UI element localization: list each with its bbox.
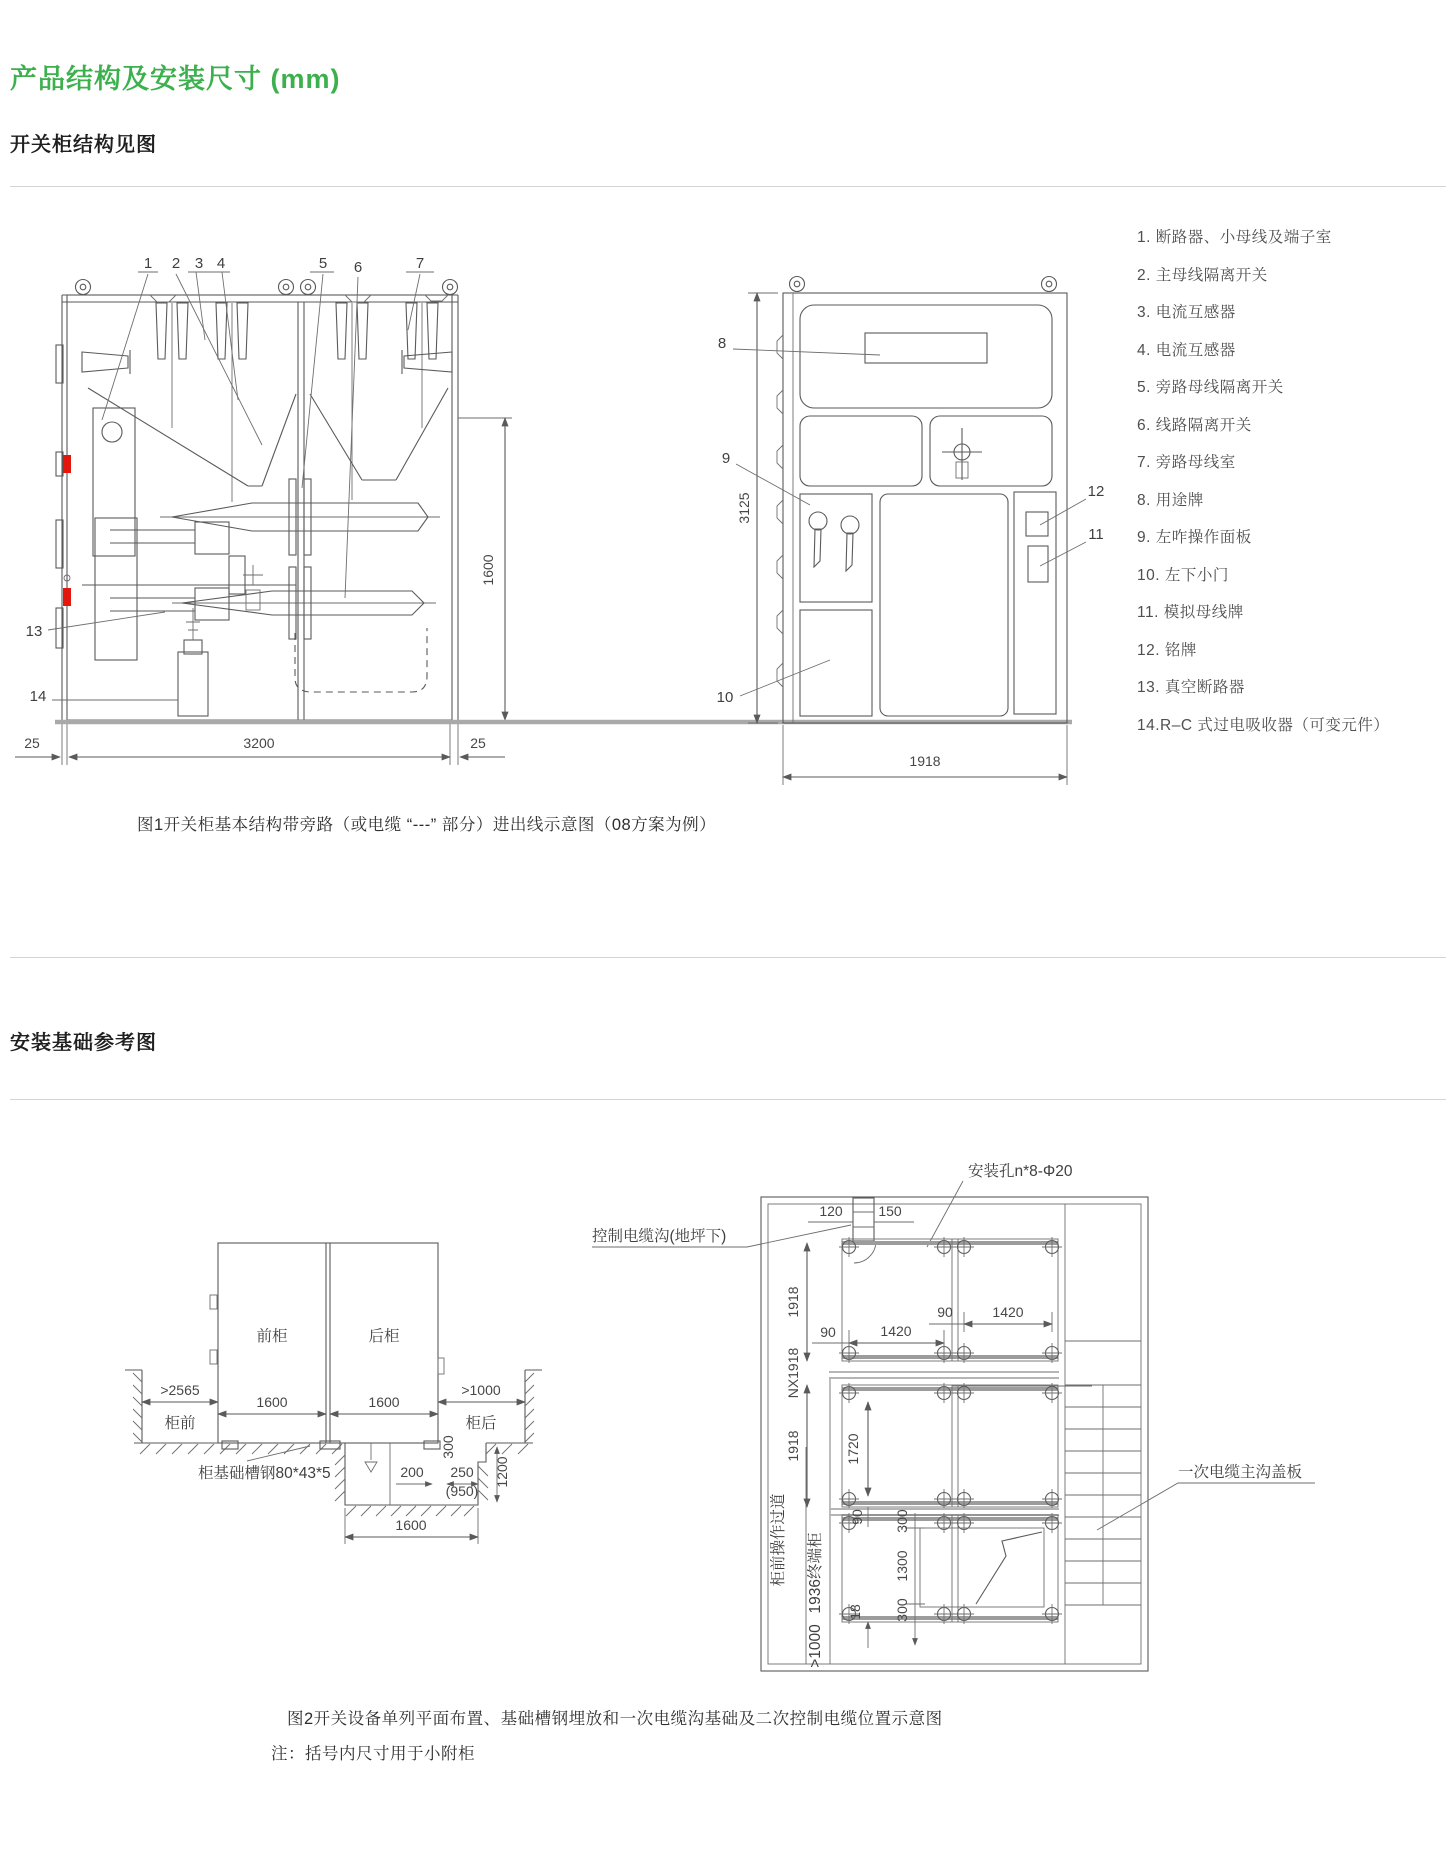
legend-item: 10. 左下小门 (1137, 566, 1229, 584)
clearance-label: >1000 (807, 1624, 824, 1668)
callout-1: 1 (143, 255, 153, 272)
callout-13: 13 (25, 623, 43, 640)
dim-90-left: 90 (820, 1324, 836, 1340)
legend-item: 13. 真空断路器 (1137, 679, 1245, 696)
mount-hole-note: 安装孔n*8-Φ20 (968, 1163, 1073, 1180)
fig1-side-section (15, 255, 512, 765)
divider (10, 1099, 1446, 1100)
callout-7: 7 (415, 255, 425, 272)
legend-item: 1. 断路器、小母线及端子室 (1137, 229, 1332, 246)
control-trench-note: 控制电缆沟(地坪下) (592, 1228, 727, 1245)
legend-item: 8. 用途牌 (1137, 491, 1204, 509)
dim-1420-right: 1420 (992, 1304, 1024, 1320)
dim-200: 200 (400, 1464, 424, 1480)
legend-item: 3. 电流互感器 (1137, 304, 1236, 321)
dim-150: 150 (878, 1203, 902, 1219)
purpose-plate (865, 333, 987, 363)
dim-1200: 1200 (494, 1456, 510, 1488)
divider (10, 957, 1446, 958)
callout-14: 14 (29, 688, 47, 705)
fig1-front-view (717, 277, 1105, 786)
callout-2: 2 (171, 255, 181, 272)
dim-90-mid: 90 (937, 1304, 953, 1320)
legend-item: 7. 旁路母线室 (1137, 454, 1236, 471)
dim-300-a: 300 (894, 1509, 910, 1533)
legend-item: 11. 模拟母线牌 (1137, 604, 1244, 621)
fig2-foundation-plan (592, 1162, 1315, 1671)
legend-item: 14.R–C 式过电吸收器（可变元件） (1137, 716, 1390, 734)
primary-cable-cover-note: 一次电缆主沟盖板 (1178, 1464, 1303, 1481)
door-handle (942, 428, 982, 480)
callout-5: 5 (318, 255, 328, 272)
dim-depth-3200: 3200 (243, 735, 275, 751)
red-indicator-bottom (63, 588, 71, 606)
dim-front-depth: 1600 (256, 1394, 288, 1410)
fig2-caption-line2: 注：括号内尺寸用于小附柜 (271, 1745, 475, 1763)
callout-6: 6 (353, 259, 363, 276)
operation-panel (800, 494, 872, 602)
dim-1720: 1720 (845, 1433, 861, 1465)
legend-item: 12. 铭牌 (1137, 641, 1197, 659)
callout-11: 11 (1088, 526, 1104, 543)
front-cabinet-label: 前柜 (256, 1328, 288, 1345)
legend-item: 9. 左咋操作面板 (1137, 529, 1252, 546)
dim-3125: 3125 (736, 492, 752, 524)
legend-item: 2. 主母线隔离开关 (1137, 266, 1268, 284)
legend-item: 4. 电流互感器 (1137, 341, 1236, 359)
dim-nx1918: NX1918 (785, 1347, 801, 1399)
callout-3: 3 (194, 255, 204, 272)
terminal-cabinet-label: 1936终端柜 (807, 1532, 824, 1614)
dim-300-step: 300 (440, 1435, 456, 1459)
section1-heading: 开关柜结构见图 (10, 134, 157, 156)
dim-90-bay3: 90 (849, 1509, 865, 1525)
callout-12: 12 (1087, 483, 1105, 500)
channel-steel-note: 柜基础槽钢80*43*5 (198, 1465, 331, 1482)
callout-8: 8 (717, 335, 727, 352)
fig2-caption-line1: 图2开关设备单列平面布置、基础槽钢埋放和一次电缆沟基础及二次控制电缆位置示意图 (287, 1710, 943, 1728)
dim-1420-left: 1420 (880, 1323, 912, 1339)
callout-10: 10 (716, 689, 734, 706)
mimic-bus-plate (1028, 546, 1048, 582)
legend-item: 6. 线路隔离开关 (1137, 416, 1252, 434)
nameplate (1026, 512, 1048, 536)
dim-1600: 1600 (480, 554, 496, 586)
page-title: 产品结构及安装尺寸 (mm) (10, 64, 341, 94)
dim-bay1-1918: 1918 (785, 1286, 801, 1318)
red-indicator-top (63, 455, 71, 473)
legend-item: 5. 旁路母线隔离开关 (1137, 379, 1284, 396)
fig1-caption: 图1开关柜基本结构带旁路（或电缆 “---” 部分）进出线示意图（08方案为例） (137, 816, 717, 834)
dim-300-b: 300 (894, 1598, 910, 1622)
dim-950: (950) (445, 1483, 479, 1499)
dim-rear-clearance: >1000 (461, 1382, 501, 1398)
dim-rear-depth: 1600 (368, 1394, 400, 1410)
dim-bay2-1918: 1918 (785, 1430, 801, 1462)
dim-1300: 1300 (894, 1550, 910, 1582)
dim-18: 18 (847, 1604, 863, 1620)
aisle-label: 柜前操作过道 (770, 1493, 787, 1587)
dim-1918-front: 1918 (909, 753, 941, 769)
dim-wall-right: 25 (470, 735, 486, 751)
callout-4: 4 (216, 255, 226, 272)
front-side-label: 柜前 (164, 1415, 196, 1432)
dim-trench-1600: 1600 (395, 1517, 427, 1533)
lower-left-door (800, 610, 872, 716)
section2-heading: 安装基础参考图 (10, 1032, 157, 1054)
dim-250: 250 (450, 1464, 474, 1480)
rear-side-label: 柜后 (465, 1415, 497, 1432)
dim-120: 120 (819, 1203, 843, 1219)
rear-cabinet-label: 后柜 (368, 1328, 400, 1345)
parts-legend (1137, 226, 1449, 751)
fig2-installation-section (125, 1243, 542, 1544)
dim-wall-left: 25 (24, 735, 40, 751)
dim-front-clearance: >2565 (160, 1382, 200, 1398)
callout-9: 9 (721, 450, 731, 467)
